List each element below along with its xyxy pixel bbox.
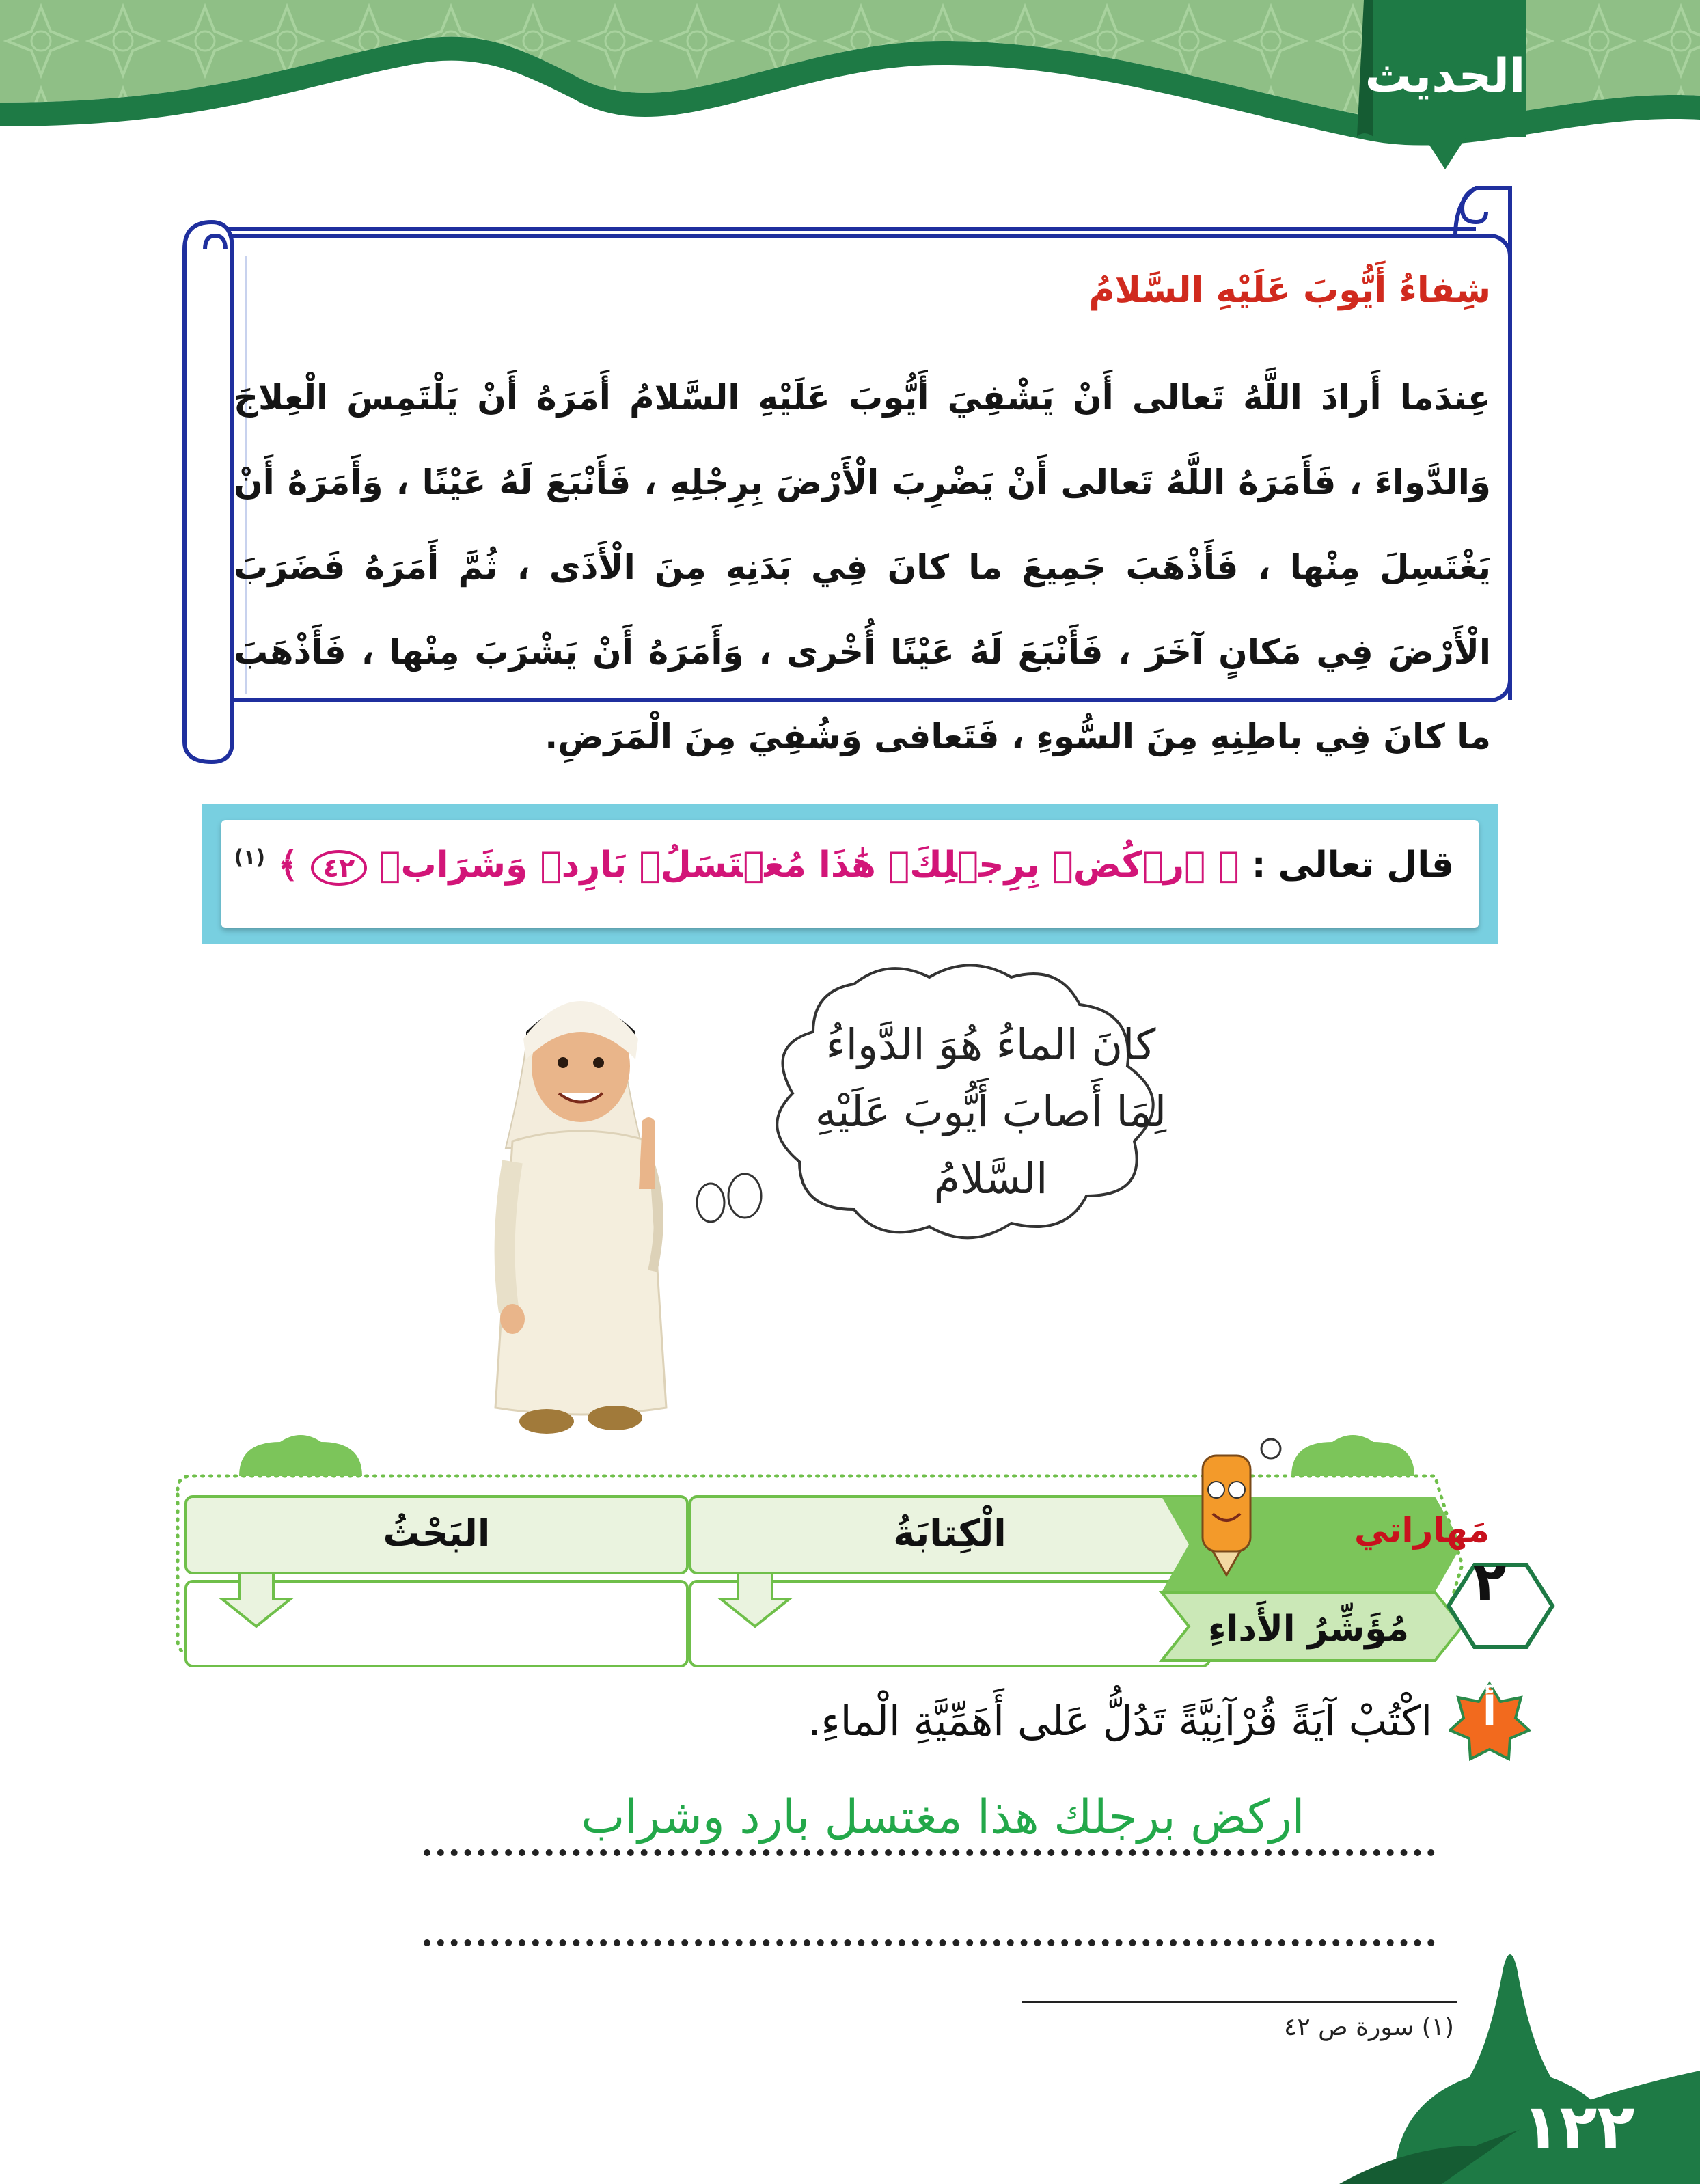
answer-line-2[interactable]: [424, 1939, 1435, 1946]
ayah-number: ٤٢: [311, 850, 367, 886]
footnote-ref: (١): [234, 845, 266, 870]
bubble-line: السَّلامُ: [933, 1154, 1048, 1203]
skills-bar: [164, 1428, 1558, 1702]
verse-open-bracket: ﴿: [1218, 845, 1239, 886]
answer-text[interactable]: اركض برجلك هذا مغتسل بارد وشراب: [581, 1790, 1305, 1844]
question-text: اكْتُبْ آيَةً قُرْآنِيَّةً تَدُلُّ عَلى أَهَمِّيَّةِ الْماءِ.: [808, 1697, 1432, 1745]
bubble-line: لِمَا أَصابَ أَيُّوبَ عَلَيْهِ: [814, 1087, 1167, 1136]
verse-text: ٱرۡكُضۡ بِرِجۡلِكَۖ هَٰذَا مُغۡتَسَلُۢ بَارِدٞ وَشَرَابٞ: [379, 845, 1206, 886]
skill-number-badge: ٢: [1472, 1550, 1507, 1613]
footnote: (١) سورة ص ٤٢: [1284, 2013, 1454, 2041]
verse-intro: قال تعالى :: [1251, 845, 1454, 886]
verse-close-bracket: ﴾: [277, 845, 299, 886]
bubble-line: كانَ الماءُ هُوَ الدَّواءُ: [825, 1020, 1156, 1069]
section-title: الحديث: [1365, 49, 1526, 103]
page-number: ١٢٢: [1522, 2091, 1635, 2163]
boy-illustration: [478, 984, 683, 1449]
performance-indicator-label: مُؤَشِّرُ الأَداءِ: [1207, 1609, 1410, 1650]
skill-column-research: البَحْثُ: [383, 1512, 491, 1555]
thought-bubble-text: [786, 1011, 1196, 1212]
story-body: عِندَما أَرادَ اللَّهُ تَعالى أَنْ يَشْفِيَ أَيُّوبَ عَلَيْهِ السَّلامُ أَمَرَهُ أَنْ يَلْتَمِسَ الْعِلاجَ وَالدَّواءَ ، فَأَمَرَهُ اللَّهُ تَعالى أَنْ يَضْرِبَ الْأَرْضَ بِرِجْلِهِ ، فَأَنْبَعَ لَهُ عَيْنًا ، وَأَمَرَهُ أَنْ يَغْتَسِلَ مِنْها ، فَأَذْهَبَ جَمِيعَ ما كانَ فِي بَدَنِهِ مِنَ الْأَذَى ، ثُمَّ أَمَرَهُ فَضَرَبَ الْأَرْضَ فِي مَكانٍ آخَرَ ، فَأَنْبَعَ لَهُ عَيْنًا أُخْرى ، وَأَمَرَهُ أَنْ يَشْرَبَ مِنْها ، فَأَذْهَبَ ما كانَ فِي باطِنِهِ مِنَ السُّوءِ ، فَتَعافى وَشُفِيَ مِنَ الْمَرَضِ.: [234, 378, 1491, 756]
story-title: شِفاءُ أَيُّوبَ عَلَيْهِ السَّلامُ: [1088, 270, 1491, 311]
skill-column-writing: الْكِتابَةُ: [893, 1512, 1006, 1555]
question-letter: أ: [1482, 1688, 1497, 1736]
skills-title: مَهاراتي: [1354, 1510, 1490, 1550]
quran-verse: [234, 845, 1454, 886]
answer-line-1[interactable]: [424, 1849, 1435, 1856]
